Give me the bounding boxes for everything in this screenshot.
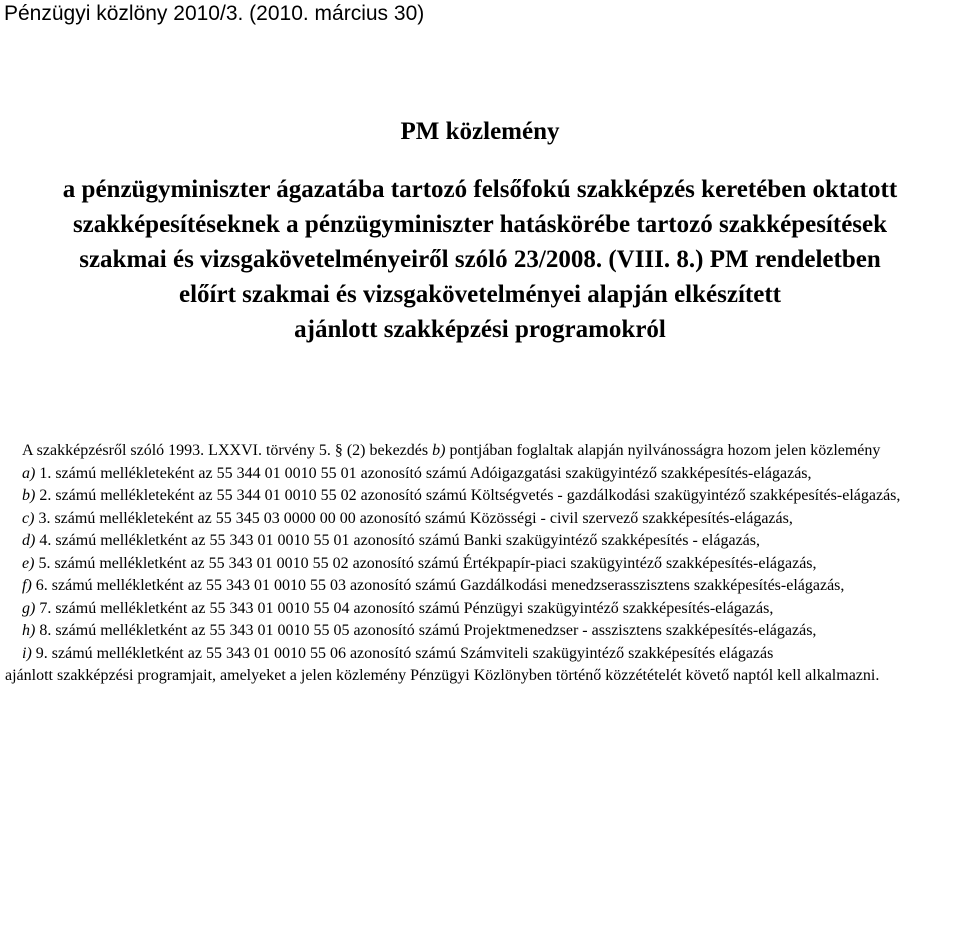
item-letter: i)	[22, 644, 32, 662]
item-text: 1. számú mellékleteként az 55 344 01 0010 55 01 azonosító számú Adóigazgatási szakügyintéző szakképesítés-elágazás,	[35, 464, 812, 482]
list-item	[5, 508, 955, 531]
item-text: 9. számú mellékletként az 55 343 01 0010 55 06 azonosító számú Számviteli szakügyintéző szakképesítés elágazás	[31, 644, 774, 662]
subtitle-line: ajánlott szakképzési programokról	[294, 316, 666, 343]
item-text: 4. számú mellékletként az 55 343 01 0010 55 01 azonosító számú Banki szakügyintéző szakképesítés - elágazás,	[35, 532, 761, 549]
list-item	[5, 643, 955, 666]
list-item	[5, 485, 955, 508]
intro-text-after: pontjában foglaltak alapján nyilvánosságra hozom jelen közlemény	[445, 442, 881, 459]
item-letter: a)	[22, 464, 36, 482]
item-letter: h)	[22, 622, 36, 639]
list-item	[5, 620, 955, 643]
list-item	[5, 463, 955, 486]
list-item	[5, 530, 955, 553]
document-subtitle	[0, 172, 960, 347]
document-title: PM közlemény	[400, 118, 560, 145]
item-letter: f)	[22, 577, 32, 594]
list-item	[5, 575, 955, 598]
subtitle-line: szakmai és vizsgakövetelményeiről szóló 23/2008. (VIII. 8.) PM rendeletben	[79, 246, 881, 273]
item-letter: g)	[22, 599, 36, 617]
item-text: 2. számú mellékleteként az 55 344 01 0010 55 02 azonosító számú Költségvetés - gazdálkodási szakügyintéző szakképesítés-elágazás,	[35, 487, 901, 504]
item-letter: d)	[22, 532, 36, 549]
item-text: 8. számú mellékletként az 55 343 01 0010 55 05 azonosító számú Projektmenedzser - asszisztens szakképesítés-elágazás,	[35, 622, 817, 639]
subtitle-line: előírt szakmai és vizsgakövetelményei alapján elkészített	[179, 281, 781, 308]
item-letter: e)	[22, 554, 35, 572]
item-letter: b)	[22, 487, 36, 504]
subtitle-line: a pénzügyminiszter ágazatába tartozó felsőfokú szakképzés keretében oktatott	[62, 176, 898, 203]
document-body	[5, 440, 955, 688]
list-item	[5, 553, 955, 576]
closing-paragraph: ajánlott szakképzési programjait, amelyeket a jelen közlemény Pénzügyi Közlönyben történő közzétételét követő naptól kell alkalmazni.	[5, 667, 880, 684]
item-letter: c)	[22, 509, 35, 527]
list-item	[5, 598, 955, 621]
publication-header: Pénzügyi közlöny 2010/3. (2010. március 30)	[4, 2, 425, 25]
intro-text-before: A szakképzésről szóló 1993. LXXVI. törvény 5. § (2) bekezdés	[22, 442, 433, 459]
item-text: 5. számú mellékletként az 55 343 01 0010 55 02 azonosító számú Értékpapír-piaci szakügyintéző szakképesítés-elágazás,	[34, 554, 817, 572]
intro-italic-ref: b)	[432, 442, 446, 459]
item-text: 3. számú mellékleteként az 55 345 03 0000 00 00 azonosító számú Közösségi - civil szervező szakképesítés-elágazás,	[34, 509, 793, 527]
item-text: 7. számú mellékletként az 55 343 01 0010 55 04 azonosító számú Pénzügyi szakügyintéző szakképesítés-elágazás,	[35, 599, 774, 617]
subtitle-line: szakképesítéseknek a pénzügyminiszter hatáskörébe tartozó szakképesítések	[72, 211, 888, 238]
intro-paragraph	[5, 440, 955, 463]
item-text: 6. számú mellékletként az 55 343 01 0010 55 03 azonosító számú Gazdálkodási menedzserasszisztens szakképesítés-elágazás,	[31, 577, 845, 594]
